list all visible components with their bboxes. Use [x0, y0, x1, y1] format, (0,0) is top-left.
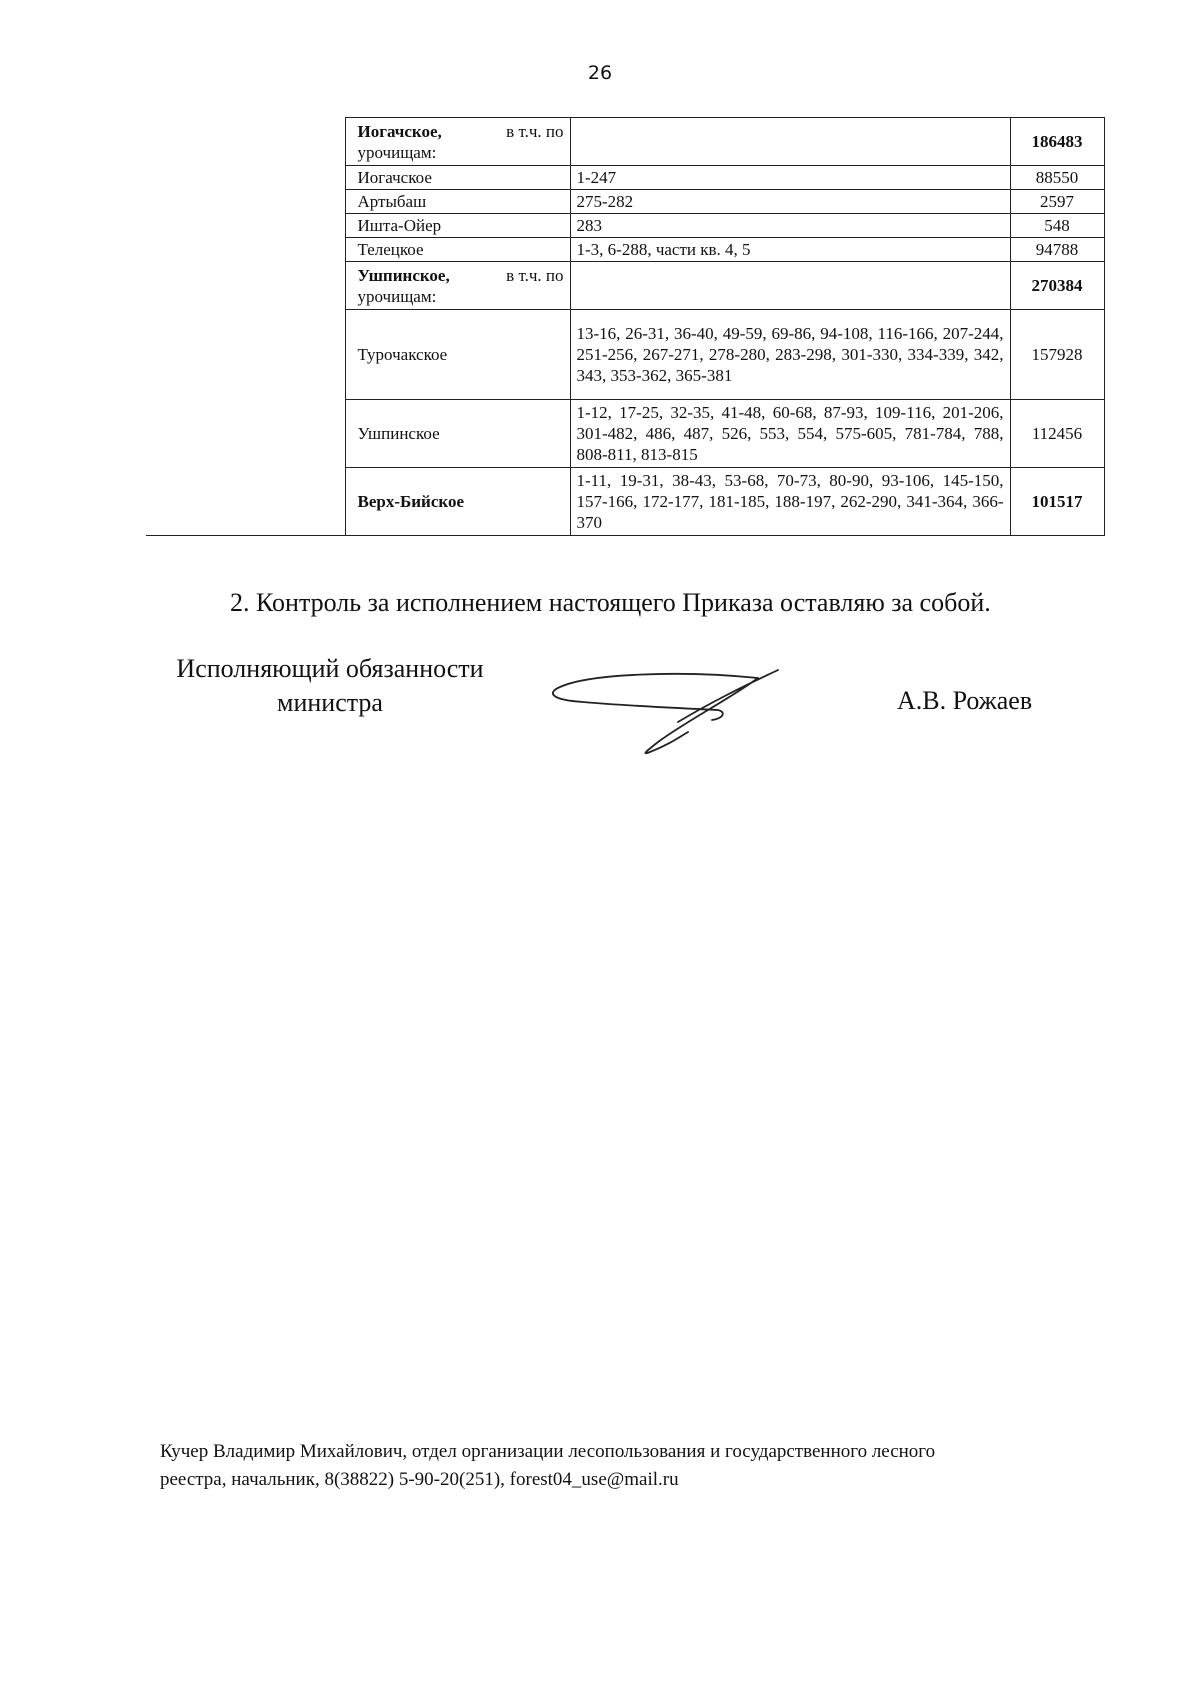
district-name: Артыбаш — [357, 192, 427, 211]
quarter-range-cell — [570, 262, 1010, 310]
signer-name: А.В. Рожаев — [897, 686, 1033, 715]
area-cell: 2597 — [1010, 190, 1104, 214]
quarter-range-cell: 275-282 — [570, 190, 1010, 214]
page-number: 26 — [587, 62, 613, 84]
district-name-line2: урочищам: — [357, 142, 437, 162]
district-name: Ушпинское — [357, 424, 440, 443]
district-name: Ишта-Ойер — [357, 216, 442, 235]
signatory-title-line1: Исполняющий обязанности — [176, 654, 484, 683]
signatory-title-line2: министра — [277, 688, 383, 717]
paragraph-2: 2. Контроль за исполнением настоящего Приказа оставляю за собой. — [230, 588, 991, 617]
district-name: Телецкое — [357, 240, 424, 259]
district-name: Ушпинское, — [357, 265, 450, 285]
quarter-range-cell: 1-12, 17-25, 32-35, 41-48, 60-68, 87-93, 109-116, 201-206, 301-482, 486, 487, 526, 553, 554, 575-605, 781-784, 788, 808-811, 813-815 — [570, 400, 1010, 468]
district-name-line2: урочищам: — [357, 286, 437, 306]
executor-info — [160, 1438, 1090, 1494]
district-name-suffix: в т.ч. по — [506, 121, 564, 141]
district-name-cell — [345, 310, 570, 400]
table-row — [146, 118, 1104, 166]
quarter-range-cell: 1-3, 6-288, части кв. 4, 5 — [570, 238, 1010, 262]
district-name-suffix: в т.ч. по — [506, 265, 564, 285]
district-name-cell — [345, 214, 570, 238]
district-name-cell — [345, 190, 570, 214]
district-name-line1 — [358, 265, 564, 286]
area-cell: 270384 — [1010, 262, 1104, 310]
district-name-cell — [345, 166, 570, 190]
signatory-title — [160, 652, 500, 720]
area-cell: 157928 — [1010, 310, 1104, 400]
quarter-range-cell: 13-16, 26-31, 36-40, 49-59, 69-86, 94-108, 116-166, 207-244, 251-256, 267-271, 278-280, 283-298, 301-330, 334-339, 342, 343, 353-362, 365-381 — [570, 310, 1010, 400]
handwritten-signature — [528, 660, 798, 760]
area-cell: 88550 — [1010, 166, 1104, 190]
district-name: Турочакское — [357, 345, 448, 364]
empty-left-cell — [146, 118, 345, 536]
district-name-cell — [345, 262, 570, 310]
district-name: Иогачское — [357, 168, 432, 187]
district-name-cell — [345, 468, 570, 536]
executor-line1: Кучер Владимир Михайлович, отдел организации лесопользования и государственного лесного — [160, 1441, 936, 1462]
area-cell: 112456 — [1010, 400, 1104, 468]
quarter-range-cell: 283 — [570, 214, 1010, 238]
district-name-cell — [345, 400, 570, 468]
district-name-cell — [345, 238, 570, 262]
executor-line2: реестра, начальник, 8(38822) 5-90-20(251), forest04_use@mail.ru — [160, 1469, 679, 1490]
quarter-range-cell: 1-11, 19-31, 38-43, 53-68, 70-73, 80-90, 93-106, 145-150, 157-166, 172-177, 181-185, 188-197, 262-290, 341-364, 366-370 — [570, 468, 1010, 536]
district-name-line1 — [358, 121, 564, 142]
area-cell: 186483 — [1010, 118, 1104, 166]
area-cell: 94788 — [1010, 238, 1104, 262]
quarter-range-cell: 1-247 — [570, 166, 1010, 190]
district-name: Верх-Бийское — [357, 492, 464, 511]
table-body — [146, 118, 1104, 536]
district-name: Иогачское, — [357, 121, 442, 141]
area-cell: 101517 — [1010, 468, 1104, 536]
quarter-range-cell — [570, 118, 1010, 166]
district-name-cell — [345, 118, 570, 166]
area-cell: 548 — [1010, 214, 1104, 238]
forest-districts-table — [146, 117, 1105, 536]
